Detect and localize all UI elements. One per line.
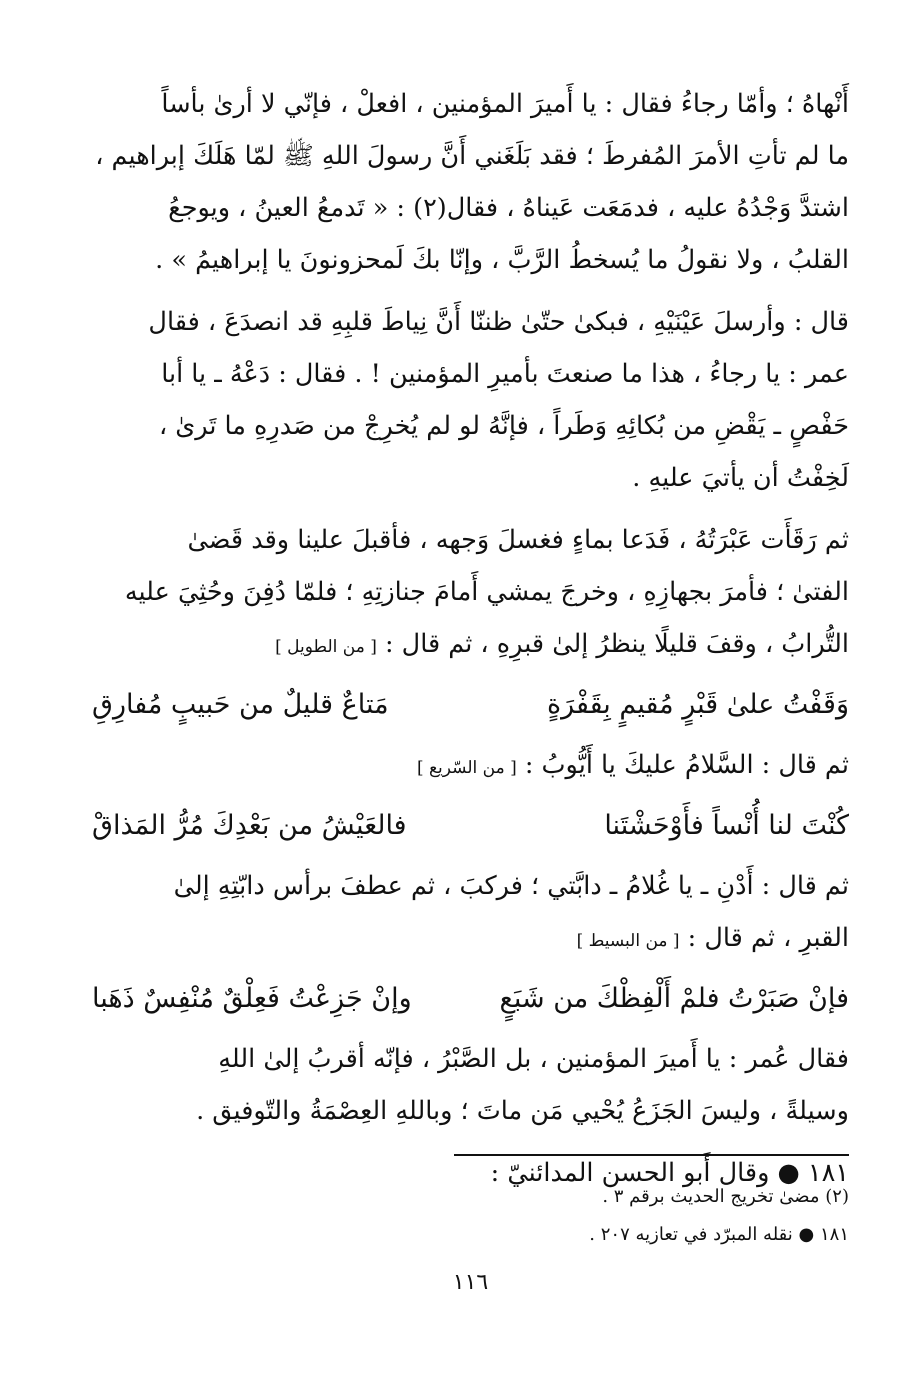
text-line: فقال عُمر : يا أَميرَ المؤمنين ، بل الصَّبْرُ ، فإنّه أقربُ إلىٰ اللهِ (218, 1044, 849, 1074)
meter-label: [ من السّريع ] (416, 758, 517, 778)
footnotes (92, 1178, 849, 1254)
verse-3 (92, 971, 849, 1027)
paragraph-1 (92, 78, 849, 286)
text-line: ثم رَقَأَت عَبْرَتُهُ ، فَدَعا بماءٍ فغسلَ وَجهه ، فأقبلَ علينا وقد قَضىٰ (187, 525, 849, 555)
text-line: حَفْصٍ ـ يَقْضِ من بُكائِهِ وَطَراً ، فإنَّهُ لو لم يُخرِجْ من صَدرِهِ ما تَرىٰ ، (158, 411, 849, 441)
bullet-icon: ● (798, 1224, 815, 1245)
meter-label: [ من الطويل ] (275, 637, 377, 657)
text-line: لَخِفْتُ أن يأتيَ عليهِ . (632, 463, 849, 493)
text-line: وسيلةً ، وليسَ الجَزَعُ يُحْيي مَن ماتَ ؛ وباللهِ العِصْمَةُ والتّوفيق . (196, 1096, 849, 1126)
verse-intro-2 (92, 739, 849, 794)
footnote-marker: (٢) (825, 1186, 849, 1207)
verse-hemistich-first: فإنْ صَبَرْتُ فلمْ أَلْفِظْكَ من شَبَعٍ (499, 983, 849, 1014)
paragraph-3 (92, 514, 849, 673)
text-line: أَنْهاهُ ؛ وأمّا رجاءُ فقال : يا أَميرَ المؤمنين ، افعلْ ، فإنّي لا أرىٰ بأساً (161, 89, 849, 119)
page-number: ١١٦ (452, 1270, 489, 1295)
verse-1 (92, 677, 849, 733)
meter-label: [ من البسيط ] (576, 931, 680, 951)
text-line: ثم قال : السَّلامُ عليكَ يا أَيُّوبُ : (524, 750, 849, 780)
book-page (92, 78, 849, 1348)
paragraph-4 (92, 860, 849, 967)
footnote-divider (454, 1154, 849, 1156)
footnote-item (92, 1216, 849, 1254)
verse-hemistich-first: وَقَفْتُ علىٰ قَبْرٍ مُقيمٍ بِقَفْرَةٍ (546, 689, 849, 720)
text-line: التُّرابُ ، وقفَ قليلًا ينظرُ إلىٰ قبرِهِ ، ثم قال : (384, 629, 849, 659)
footnote-marker: ١٨١ (819, 1224, 849, 1245)
footnote-text: نقله المبرّد في تعازيه ٢٠٧ . (589, 1224, 793, 1245)
verse-2 (92, 798, 849, 854)
text-line: الفتىٰ ؛ فأمرَ بجهازِهِ ، وخرجَ يمشي أَمامَ جنازتِهِ ؛ فلمّا دُفِنَ وحُثِيَ عليه (124, 577, 849, 607)
verse-hemistich-second: مَتاعٌ قليلٌ من حَبيبٍ مُفارِقِ (92, 689, 389, 720)
bullet-icon: ● (777, 1158, 800, 1188)
text-line: اشتدَّ وَجْدُهُ عليه ، فدمَعَت عَيناهُ ، فقال(٢) : « تَدمعُ العينُ ، ويوجعُ (168, 193, 849, 223)
paragraph-5 (92, 1033, 849, 1137)
text-line: عمر : يا رجاءُ ، هذا ما صنعتَ بأميرِ المؤمنين ! . فقال : دَعْهُ ـ يا أبا (161, 359, 849, 389)
text-line: القبرِ ، ثم قال : (687, 923, 849, 953)
paragraph-2 (92, 296, 849, 504)
text-line: ما لم تأتِ الأمرَ المُفرطَ ؛ فقد بَلَغَني أَنَّ رسولَ اللهِ ﷺ لمّا هَلَكَ إبراهيم ، (95, 141, 849, 171)
entry-text: وقال أَبو الحسن المدائنيّ : (490, 1158, 770, 1188)
footnote-item (92, 1178, 849, 1216)
footnote-text: مضىٰ تخريج الحديث برقم ٣ . (602, 1186, 820, 1207)
verse-hemistich-first: كُنْتَ لنا أُنْساً فأَوْحَشْتَنا (604, 810, 849, 841)
text-line: ثم قال : أَدْنِ ـ يا غُلامُ ـ دابَّتي ؛ فركبَ ، ثم عطفَ برأس دابّتِهِ إلىٰ (173, 871, 849, 901)
text-line: القلبُ ، ولا نقولُ ما يُسخطُ الرَّبَّ ، وإنّا بكَ لَمحزونونَ يا إبراهيمُ » . (155, 245, 849, 275)
verse-hemistich-second: وإنْ جَزِعْتُ فَعِلْقٌ مُنْفِسٌ ذَهَبا (92, 983, 412, 1014)
verse-hemistich-second: فالعَيْشُ من بَعْدِكَ مُرُّ المَذاقْ (92, 810, 407, 841)
entry-number: ١٨١ (807, 1158, 849, 1188)
text-line: قال : وأرسلَ عَيْنَيْهِ ، فبكىٰ حتّىٰ ظننّا أَنَّ نِياطَ قلبِهِ قد انصدَعَ ، فقال (148, 307, 849, 337)
